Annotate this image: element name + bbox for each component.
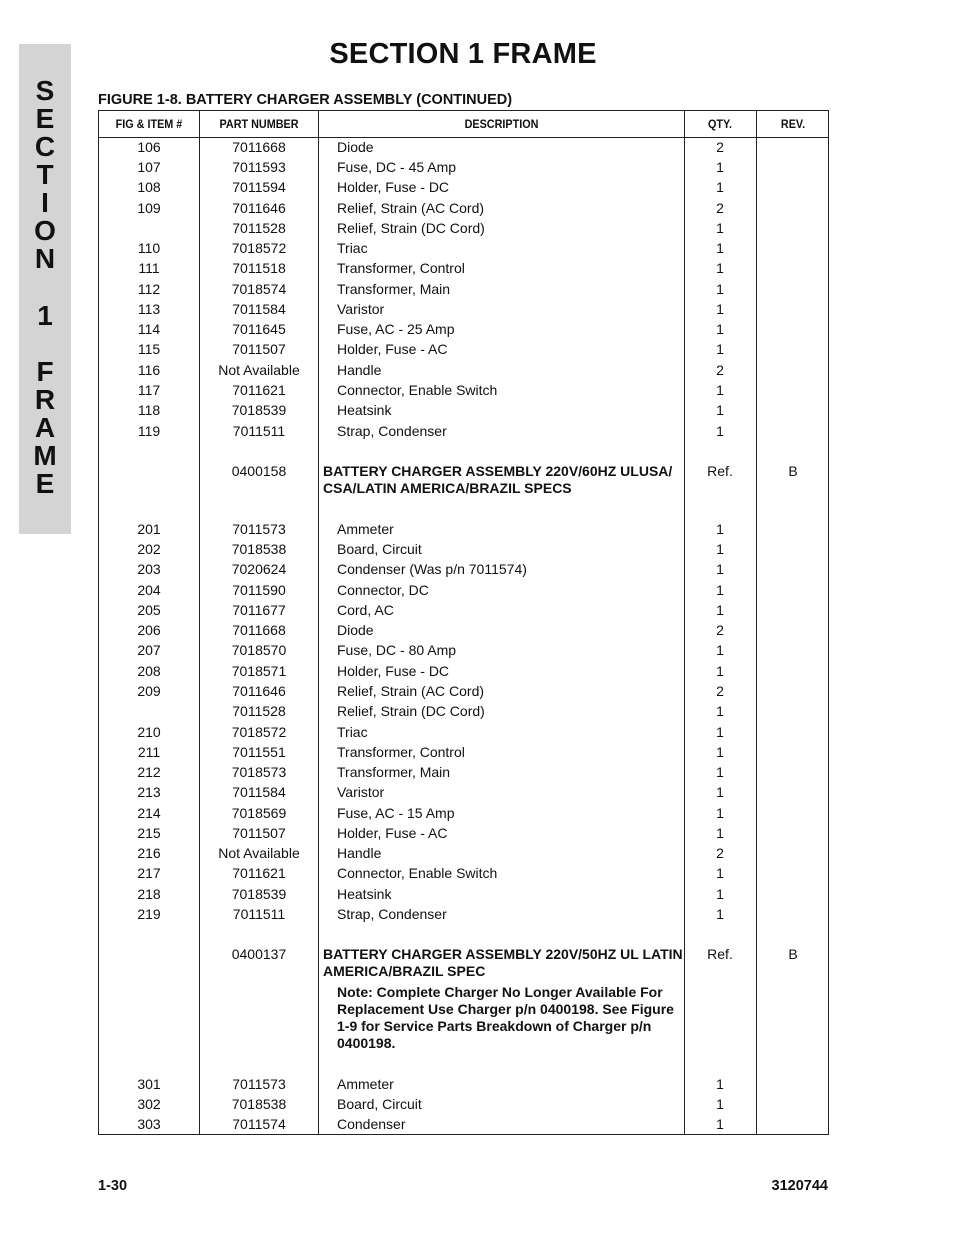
cell-part-number: 7011528 xyxy=(232,220,286,236)
cell-part-number: 7011507 xyxy=(232,341,286,357)
cell-part-number: 7011621 xyxy=(232,382,286,398)
cell-part-number: 7018539 xyxy=(231,886,287,902)
cell-qty: 1 xyxy=(716,159,724,175)
cell-description: Diode xyxy=(337,139,374,155)
cell-item-number: 108 xyxy=(137,179,161,195)
side-tab-letter: R xyxy=(34,384,56,415)
cell-part-number: 7018572 xyxy=(231,724,287,740)
cell-qty: 1 xyxy=(716,906,724,922)
cell-qty: 1 xyxy=(716,663,724,679)
cell-part-number: 7011584 xyxy=(232,784,286,800)
cell-part-number: 7011677 xyxy=(232,602,286,618)
cell-item-number: 215 xyxy=(137,825,161,841)
cell-description: Connector, DC xyxy=(337,582,429,598)
side-tab-letter: 1 xyxy=(37,300,53,331)
cell-qty: 1 xyxy=(716,281,724,297)
cell-item-number: 219 xyxy=(137,906,161,922)
side-tab-letter: C xyxy=(34,131,56,162)
cell-qty: 1 xyxy=(716,703,724,719)
cell-description: Ammeter xyxy=(337,521,394,537)
header-description: DESCRIPTION xyxy=(464,117,539,131)
cell-item-number: 203 xyxy=(137,561,161,577)
cell-qty: 2 xyxy=(716,683,724,699)
cell-rev: B xyxy=(788,946,798,962)
cell-part-number: 7018574 xyxy=(231,281,287,297)
column-divider xyxy=(318,111,319,1134)
cell-qty: Ref. xyxy=(707,946,733,962)
cell-qty: 1 xyxy=(716,744,724,760)
cell-description: Handle xyxy=(337,845,382,861)
cell-description: Board, Circuit xyxy=(337,1096,422,1112)
side-tab-letter: S xyxy=(35,75,55,106)
cell-qty: 2 xyxy=(716,200,724,216)
cell-item-number: 202 xyxy=(137,541,161,557)
cell-qty: 1 xyxy=(716,724,724,740)
cell-qty: Ref. xyxy=(707,463,733,479)
column-divider xyxy=(756,111,757,1134)
cell-qty: 1 xyxy=(716,321,724,337)
cell-description: Strap, Condenser xyxy=(337,906,447,922)
cell-qty: 1 xyxy=(716,541,724,557)
cell-description: Connector, Enable Switch xyxy=(337,865,498,881)
cell-qty: 1 xyxy=(716,179,724,195)
page-title: SECTION 1 FRAME xyxy=(329,38,597,70)
side-tab-letter: F xyxy=(36,356,54,387)
cell-description: Cord, AC xyxy=(337,602,394,618)
cell-item-number: 217 xyxy=(137,865,161,881)
page-number: 1-30 xyxy=(98,1178,128,1194)
cell-item-number: 106 xyxy=(137,139,161,155)
cell-qty: 1 xyxy=(716,341,724,357)
figure-caption: FIGURE 1-8. BATTERY CHARGER ASSEMBLY (CONTINUED) xyxy=(98,92,513,108)
cell-qty: 1 xyxy=(716,301,724,317)
cell-part-number: 7020624 xyxy=(231,561,287,577)
cell-qty: 1 xyxy=(716,582,724,598)
cell-item-number: 211 xyxy=(137,744,161,760)
cell-qty: 1 xyxy=(716,865,724,881)
cell-part-number: 7011573 xyxy=(232,521,286,537)
cell-part-number: 7011518 xyxy=(232,260,286,276)
cell-part-number: 7018539 xyxy=(231,402,287,418)
cell-item-number: 216 xyxy=(137,845,161,861)
header-qty: QTY. xyxy=(707,117,732,131)
side-tab-letter: O xyxy=(34,215,56,246)
cell-part-number: 7018538 xyxy=(231,541,287,557)
cell-description: Condenser (Was p/n 7011574) xyxy=(337,561,527,577)
cell-description: Heatsink xyxy=(337,402,392,418)
cell-part-number: 7018572 xyxy=(231,240,287,256)
side-tab-letter: T xyxy=(36,159,54,190)
cell-item-number: 205 xyxy=(137,602,161,618)
cell-qty: 1 xyxy=(716,260,724,276)
cell-part-number: 7011507 xyxy=(232,825,286,841)
cell-description: Holder, Fuse - DC xyxy=(337,179,450,195)
cell-description: Ammeter xyxy=(337,1076,394,1092)
cell-qty: 1 xyxy=(716,805,724,821)
cell-item-number: 107 xyxy=(137,159,161,175)
cell-part-number: 7011646 xyxy=(232,683,286,699)
cell-item-number: 218 xyxy=(137,886,161,902)
cell-item-number: 119 xyxy=(137,423,161,439)
cell-part-number: 7011645 xyxy=(232,321,286,337)
cell-description: Transformer, Control xyxy=(337,744,465,760)
cell-qty: 1 xyxy=(716,220,724,236)
cell-part-number: 7018571 xyxy=(231,663,287,679)
cell-part-number: 7011621 xyxy=(232,865,286,881)
cell-description: Triac xyxy=(337,240,368,256)
cell-description: Holder, Fuse - AC xyxy=(337,825,448,841)
cell-item-number: 109 xyxy=(137,200,161,216)
cell-description: BATTERY CHARGER ASSEMBLY 220V/50HZ UL LATIN AMERICA/BRAZIL SPEC xyxy=(323,946,683,979)
cell-qty: 1 xyxy=(716,240,724,256)
parts-table xyxy=(98,110,829,1135)
cell-part-number: 7011511 xyxy=(232,906,286,922)
cell-description: Fuse, AC - 15 Amp xyxy=(337,805,455,821)
cell-description: Transformer, Main xyxy=(337,281,451,297)
cell-item-number: 111 xyxy=(138,260,160,276)
cell-description: Handle xyxy=(337,362,382,378)
cell-item-number: 114 xyxy=(137,321,161,337)
side-tab-letter: N xyxy=(34,243,56,274)
header-item: FIG & ITEM # xyxy=(115,117,183,131)
cell-qty: 1 xyxy=(716,784,724,800)
cell-part-number: 0400137 xyxy=(231,946,287,962)
cell-item-number: 201 xyxy=(137,521,161,537)
cell-item-number: 212 xyxy=(137,764,161,780)
cell-qty: 1 xyxy=(716,382,724,398)
cell-item-number: 301 xyxy=(137,1076,161,1092)
cell-item-number: 208 xyxy=(137,663,161,679)
cell-part-number: 7011511 xyxy=(232,423,286,439)
cell-part-number: 7011528 xyxy=(232,703,286,719)
cell-description: Note: Complete Charger No Longer Available For Replacement Use Charger p/n 0400198. See Figure 1-9 for Service Parts Breakdown of Charger p/n 0400198. xyxy=(337,984,674,1051)
cell-qty: 1 xyxy=(716,642,724,658)
cell-part-number: 7011590 xyxy=(232,582,286,598)
side-tab-letter: M xyxy=(33,440,57,471)
side-tab-letter: A xyxy=(34,412,56,443)
cell-qty: 2 xyxy=(716,622,724,638)
header-part-number: PART NUMBER xyxy=(219,117,299,131)
cell-qty: 1 xyxy=(716,1116,724,1132)
cell-part-number: 7011668 xyxy=(232,139,286,155)
cell-part-number: 7011551 xyxy=(232,744,286,760)
cell-description: Holder, Fuse - AC xyxy=(337,341,448,357)
cell-part-number: 7011574 xyxy=(232,1116,286,1132)
side-tab-letter: E xyxy=(35,103,55,134)
cell-description: Heatsink xyxy=(337,886,392,902)
cell-item-number: 115 xyxy=(137,341,161,357)
cell-part-number: 7011584 xyxy=(232,301,286,317)
side-tab-letter: E xyxy=(35,468,55,499)
section-side-tab xyxy=(19,44,71,534)
cell-part-number: 7011573 xyxy=(232,1076,286,1092)
cell-description: Relief, Strain (DC Cord) xyxy=(337,220,485,236)
cell-qty: 1 xyxy=(716,1076,724,1092)
cell-qty: 1 xyxy=(716,521,724,537)
cell-description: Varistor xyxy=(337,301,385,317)
cell-description: Connector, Enable Switch xyxy=(337,382,498,398)
cell-description: Relief, Strain (DC Cord) xyxy=(337,703,485,719)
cell-part-number: 7011593 xyxy=(232,159,286,175)
cell-description: Holder, Fuse - DC xyxy=(337,663,450,679)
cell-part-number: 7018538 xyxy=(231,1096,287,1112)
cell-description: Varistor xyxy=(337,784,385,800)
cell-part-number: 7011646 xyxy=(232,200,286,216)
cell-description: Diode xyxy=(337,622,374,638)
header-rev: REV. xyxy=(780,117,806,131)
cell-item-number: 113 xyxy=(137,301,161,317)
cell-part-number: 7011668 xyxy=(232,622,286,638)
cell-part-number: Not Available xyxy=(218,845,300,861)
cell-part-number: 7018573 xyxy=(231,764,287,780)
cell-description: Condenser xyxy=(337,1116,406,1132)
cell-item-number: 206 xyxy=(137,622,161,638)
cell-item-number: 302 xyxy=(137,1096,161,1112)
cell-qty: 1 xyxy=(716,1096,724,1112)
cell-qty: 2 xyxy=(716,139,724,155)
cell-rev: B xyxy=(788,463,798,479)
cell-description: BATTERY CHARGER ASSEMBLY 220V/60HZ ULUSA/ CSA/LATIN AMERICA/BRAZIL SPECS xyxy=(323,463,673,496)
cell-description: Strap, Condenser xyxy=(337,423,447,439)
cell-part-number: 0400158 xyxy=(231,463,287,479)
cell-description: Triac xyxy=(337,724,368,740)
cell-description: Fuse, AC - 25 Amp xyxy=(337,321,455,337)
table-header xyxy=(99,111,828,138)
cell-qty: 1 xyxy=(716,886,724,902)
cell-item-number: 117 xyxy=(137,382,161,398)
cell-qty: 1 xyxy=(716,561,724,577)
cell-description: Transformer, Control xyxy=(337,260,465,276)
cell-qty: 1 xyxy=(716,825,724,841)
cell-qty: 2 xyxy=(716,845,724,861)
document-number: 3120744 xyxy=(771,1178,828,1194)
cell-item-number: 116 xyxy=(137,362,161,378)
cell-item-number: 207 xyxy=(137,642,161,658)
cell-qty: 2 xyxy=(716,362,724,378)
cell-item-number: 112 xyxy=(137,281,161,297)
side-tab-letter: I xyxy=(41,187,49,218)
cell-description: Fuse, DC - 45 Amp xyxy=(337,159,457,175)
cell-part-number: 7018569 xyxy=(231,805,287,821)
cell-item-number: 303 xyxy=(137,1116,161,1132)
cell-item-number: 209 xyxy=(137,683,161,699)
cell-description: Transformer, Main xyxy=(337,764,451,780)
cell-description: Board, Circuit xyxy=(337,541,422,557)
cell-description: Relief, Strain (AC Cord) xyxy=(337,200,485,216)
cell-part-number: Not Available xyxy=(218,362,300,378)
cell-description: Fuse, DC - 80 Amp xyxy=(337,642,457,658)
cell-description: Relief, Strain (AC Cord) xyxy=(337,683,485,699)
cell-item-number: 110 xyxy=(137,240,161,256)
cell-qty: 1 xyxy=(716,602,724,618)
cell-item-number: 118 xyxy=(137,402,161,418)
cell-part-number: 7018570 xyxy=(231,642,287,658)
cell-qty: 1 xyxy=(716,764,724,780)
cell-qty: 1 xyxy=(716,402,724,418)
cell-part-number: 7011594 xyxy=(232,179,286,195)
cell-item-number: 214 xyxy=(137,805,161,821)
cell-item-number: 213 xyxy=(137,784,161,800)
cell-item-number: 204 xyxy=(137,582,161,598)
cell-qty: 1 xyxy=(716,423,724,439)
cell-item-number: 210 xyxy=(137,724,161,740)
